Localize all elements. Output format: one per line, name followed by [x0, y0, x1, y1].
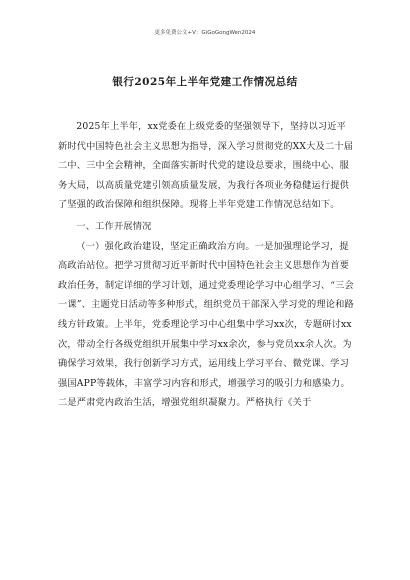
document-title: 银行2025年上半年党建工作情况总结 — [112, 76, 298, 88]
section-paragraph: （一）强化政治建设，坚定正确政治方向。一是加强理论学习，提高政治站位。把学习贯彻习近平新时代中国特色社会主义思想作为首要政治任务，制定详细的学习计划，通过党委理论学习中心组学习、“三会一课”、主题党日活动等多种形式，组织党员干部深入学习党的理论和路线方针政策。上半年，党委理论学习中心组集中学习xx次，专题研讨xx次，带动全行各级党组织开展集中学习xx余次，参与党员xx余人次。为确保学习效果，我行创新学习方式，运用线上学习平台、微党课、学习强国APP等载体，丰富学习内容和形式，增强学习的吸引力和感染力。二是严肃党内政治生活，增强党组织凝聚力。严格执行《关于 — [58, 240, 354, 409]
document-body — [58, 117, 354, 413]
page-header: 更多免费公文+V：GiGoGongWen2024 — [154, 30, 256, 36]
section-heading: 一、工作开展情况 — [76, 220, 152, 232]
intro-paragraph: 2025年上半年，xx党委在上级党委的坚强领导下，坚持以习近平新时代中国特色社会主义思想为指导，深入学习贯彻党的XX大及二十届二中、三中全会精神，全面落实新时代党的建设总要求，围绕中心、服务大局，以高质量党建引领高质量发展，为我行各项业务稳健运行提供了坚强的政治保障和组织保障。现将上半年党建工作情况总结如下。 — [58, 121, 354, 211]
